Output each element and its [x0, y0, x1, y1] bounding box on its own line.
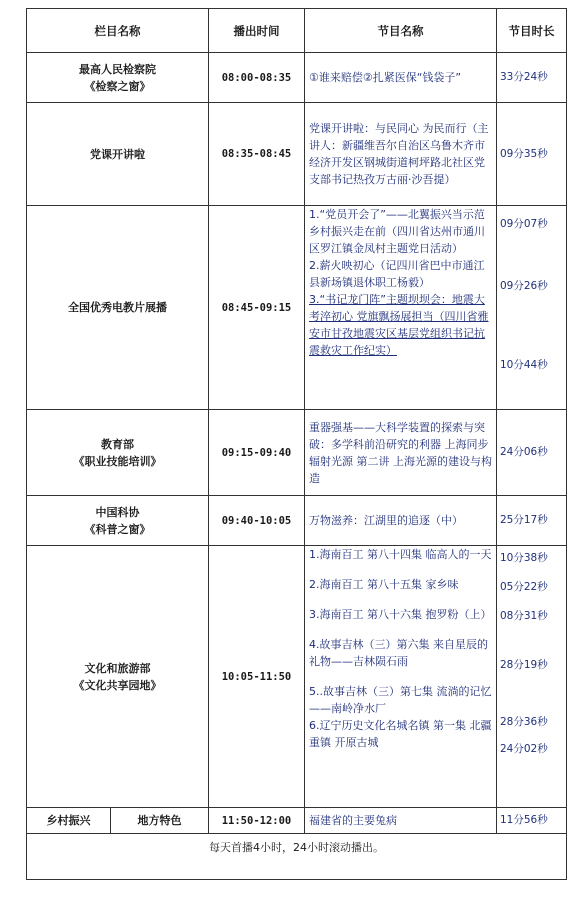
air-time-cell: 10:05-11:50 — [209, 546, 305, 808]
table-row — [27, 546, 567, 808]
column-name-cell — [27, 410, 209, 496]
program-item: 1.“党员开会了”——北翼振兴当示范 乡村振兴走在前（四川省达州市通川区罗江镇金凤村主题党日活动） — [309, 208, 485, 255]
table-row — [27, 808, 567, 834]
duration-item: 08分31秒 — [500, 610, 548, 622]
program-item: 5..故事吉林（三）第七集 流淌的记忆——南岭净水厂 — [309, 685, 492, 715]
column-name-line: 教育部 — [101, 437, 134, 451]
table-row — [27, 496, 567, 546]
column-name-cell — [27, 496, 209, 546]
header-program-name: 节目名称 — [305, 9, 497, 53]
column-name-line: 《文化共享园地》 — [73, 678, 162, 692]
duration-item: 10分38秒 — [500, 552, 548, 564]
duration-item: 09分26秒 — [500, 280, 548, 292]
program-cell: 福建省的主要兔病 — [305, 808, 497, 834]
column-name-cell — [27, 103, 209, 206]
program-list-cell — [305, 206, 497, 410]
table-row — [27, 410, 567, 496]
duration-item: 28分19秒 — [500, 659, 548, 671]
program-cell: 万物滋养：江湖里的追逐（中） — [305, 496, 497, 546]
column-name-cell — [27, 546, 209, 808]
column-name-line: 党课开讲啦 — [90, 147, 145, 161]
duration-item: 09分07秒 — [500, 218, 548, 230]
program-item: 3.海南百工 第八十六集 抱罗粉（上） — [309, 608, 492, 621]
header-duration: 节目时长 — [497, 9, 567, 53]
program-cell: ①谁来赔偿②扎紧医保“钱袋子” — [305, 53, 497, 103]
air-time-cell: 08:35-08:45 — [209, 103, 305, 206]
table-row — [27, 53, 567, 103]
column-name-cell — [27, 206, 209, 410]
column-name-line: 《职业技能培训》 — [73, 454, 162, 468]
column-name-line: 最高人民检察院 — [79, 62, 156, 76]
duration-item: 10分44秒 — [500, 359, 548, 371]
air-time-cell: 08:00-08:35 — [209, 53, 305, 103]
duration-cell: 25分17秒 — [497, 496, 567, 546]
duration-cell: 11分56秒 — [497, 808, 567, 834]
duration-item: 28分36秒 — [500, 716, 548, 728]
program-cell: 重器强基——大科学装置的探索与突破：多学科前沿研究的利器 上海同步辐射光源 第二讲 上海光源的建设与构造 — [305, 410, 497, 496]
footer-row — [27, 834, 567, 880]
program-item: 4.故事吉林（三）第六集 来自星辰的礼物——吉林陨石雨 — [309, 638, 488, 668]
air-time-cell: 08:45-09:15 — [209, 206, 305, 410]
table-row — [27, 206, 567, 410]
column-name-line: 全国优秀电教片展播 — [68, 301, 167, 314]
column-name-line: 文化和旅游部 — [84, 661, 151, 675]
column-name-cell: 地方特色 — [111, 808, 209, 834]
schedule-table — [26, 8, 567, 880]
column-name-line: 《检察之窗》 — [84, 79, 151, 93]
duration-cell: 09分35秒 — [497, 103, 567, 206]
duration-cell: 33分24秒 — [497, 53, 567, 103]
air-time-cell: 09:15-09:40 — [209, 410, 305, 496]
duration-list-cell — [497, 546, 567, 808]
header-row — [27, 9, 567, 53]
program-item: 2.海南百工 第八十五集 家乡味 — [309, 578, 459, 591]
duration-item: 05分22秒 — [500, 581, 548, 593]
column-name-cell: 乡村振兴 — [27, 808, 111, 834]
air-time-cell: 11:50-12:00 — [209, 808, 305, 834]
duration-list-cell — [497, 206, 567, 410]
column-name-line: 《科普之窗》 — [84, 522, 151, 536]
table-row — [27, 103, 567, 206]
duration-cell: 24分06秒 — [497, 410, 567, 496]
header-column-name: 栏目名称 — [27, 9, 209, 53]
program-item: 2.薪火映初心（记四川省巴中市通江县新场镇退休职工杨毅） — [309, 259, 485, 289]
program-list-cell — [305, 546, 497, 808]
header-air-time: 播出时间 — [209, 9, 305, 53]
footer-note: 每天首播4小时，24小时滚动播出。 — [27, 834, 567, 880]
program-item: 3.“书记龙门阵”主题坝坝会：地震大考淬初心 党旗飘扬展担当（四川省雅安市甘孜地震灾区基层党组织书记抗震救灾工作纪实） — [309, 293, 489, 357]
duration-item: 24分02秒 — [500, 743, 548, 755]
program-cell: 党课开讲啦：与民同心 为民而行（主讲人：新疆维吾尔自治区乌鲁木齐市经济开发区钢城街道柯坪路北社区党支部书记热孜万古丽·沙吾提） — [305, 103, 497, 206]
program-item: 1.海南百工 第八十四集 临高人的一天 — [309, 548, 492, 561]
program-item: 6.辽宁历史文化名城名镇 第一集 北疆重镇 开原古城 — [309, 719, 492, 749]
air-time-cell: 09:40-10:05 — [209, 496, 305, 546]
column-name-line: 中国科协 — [95, 505, 140, 519]
column-name-cell — [27, 53, 209, 103]
